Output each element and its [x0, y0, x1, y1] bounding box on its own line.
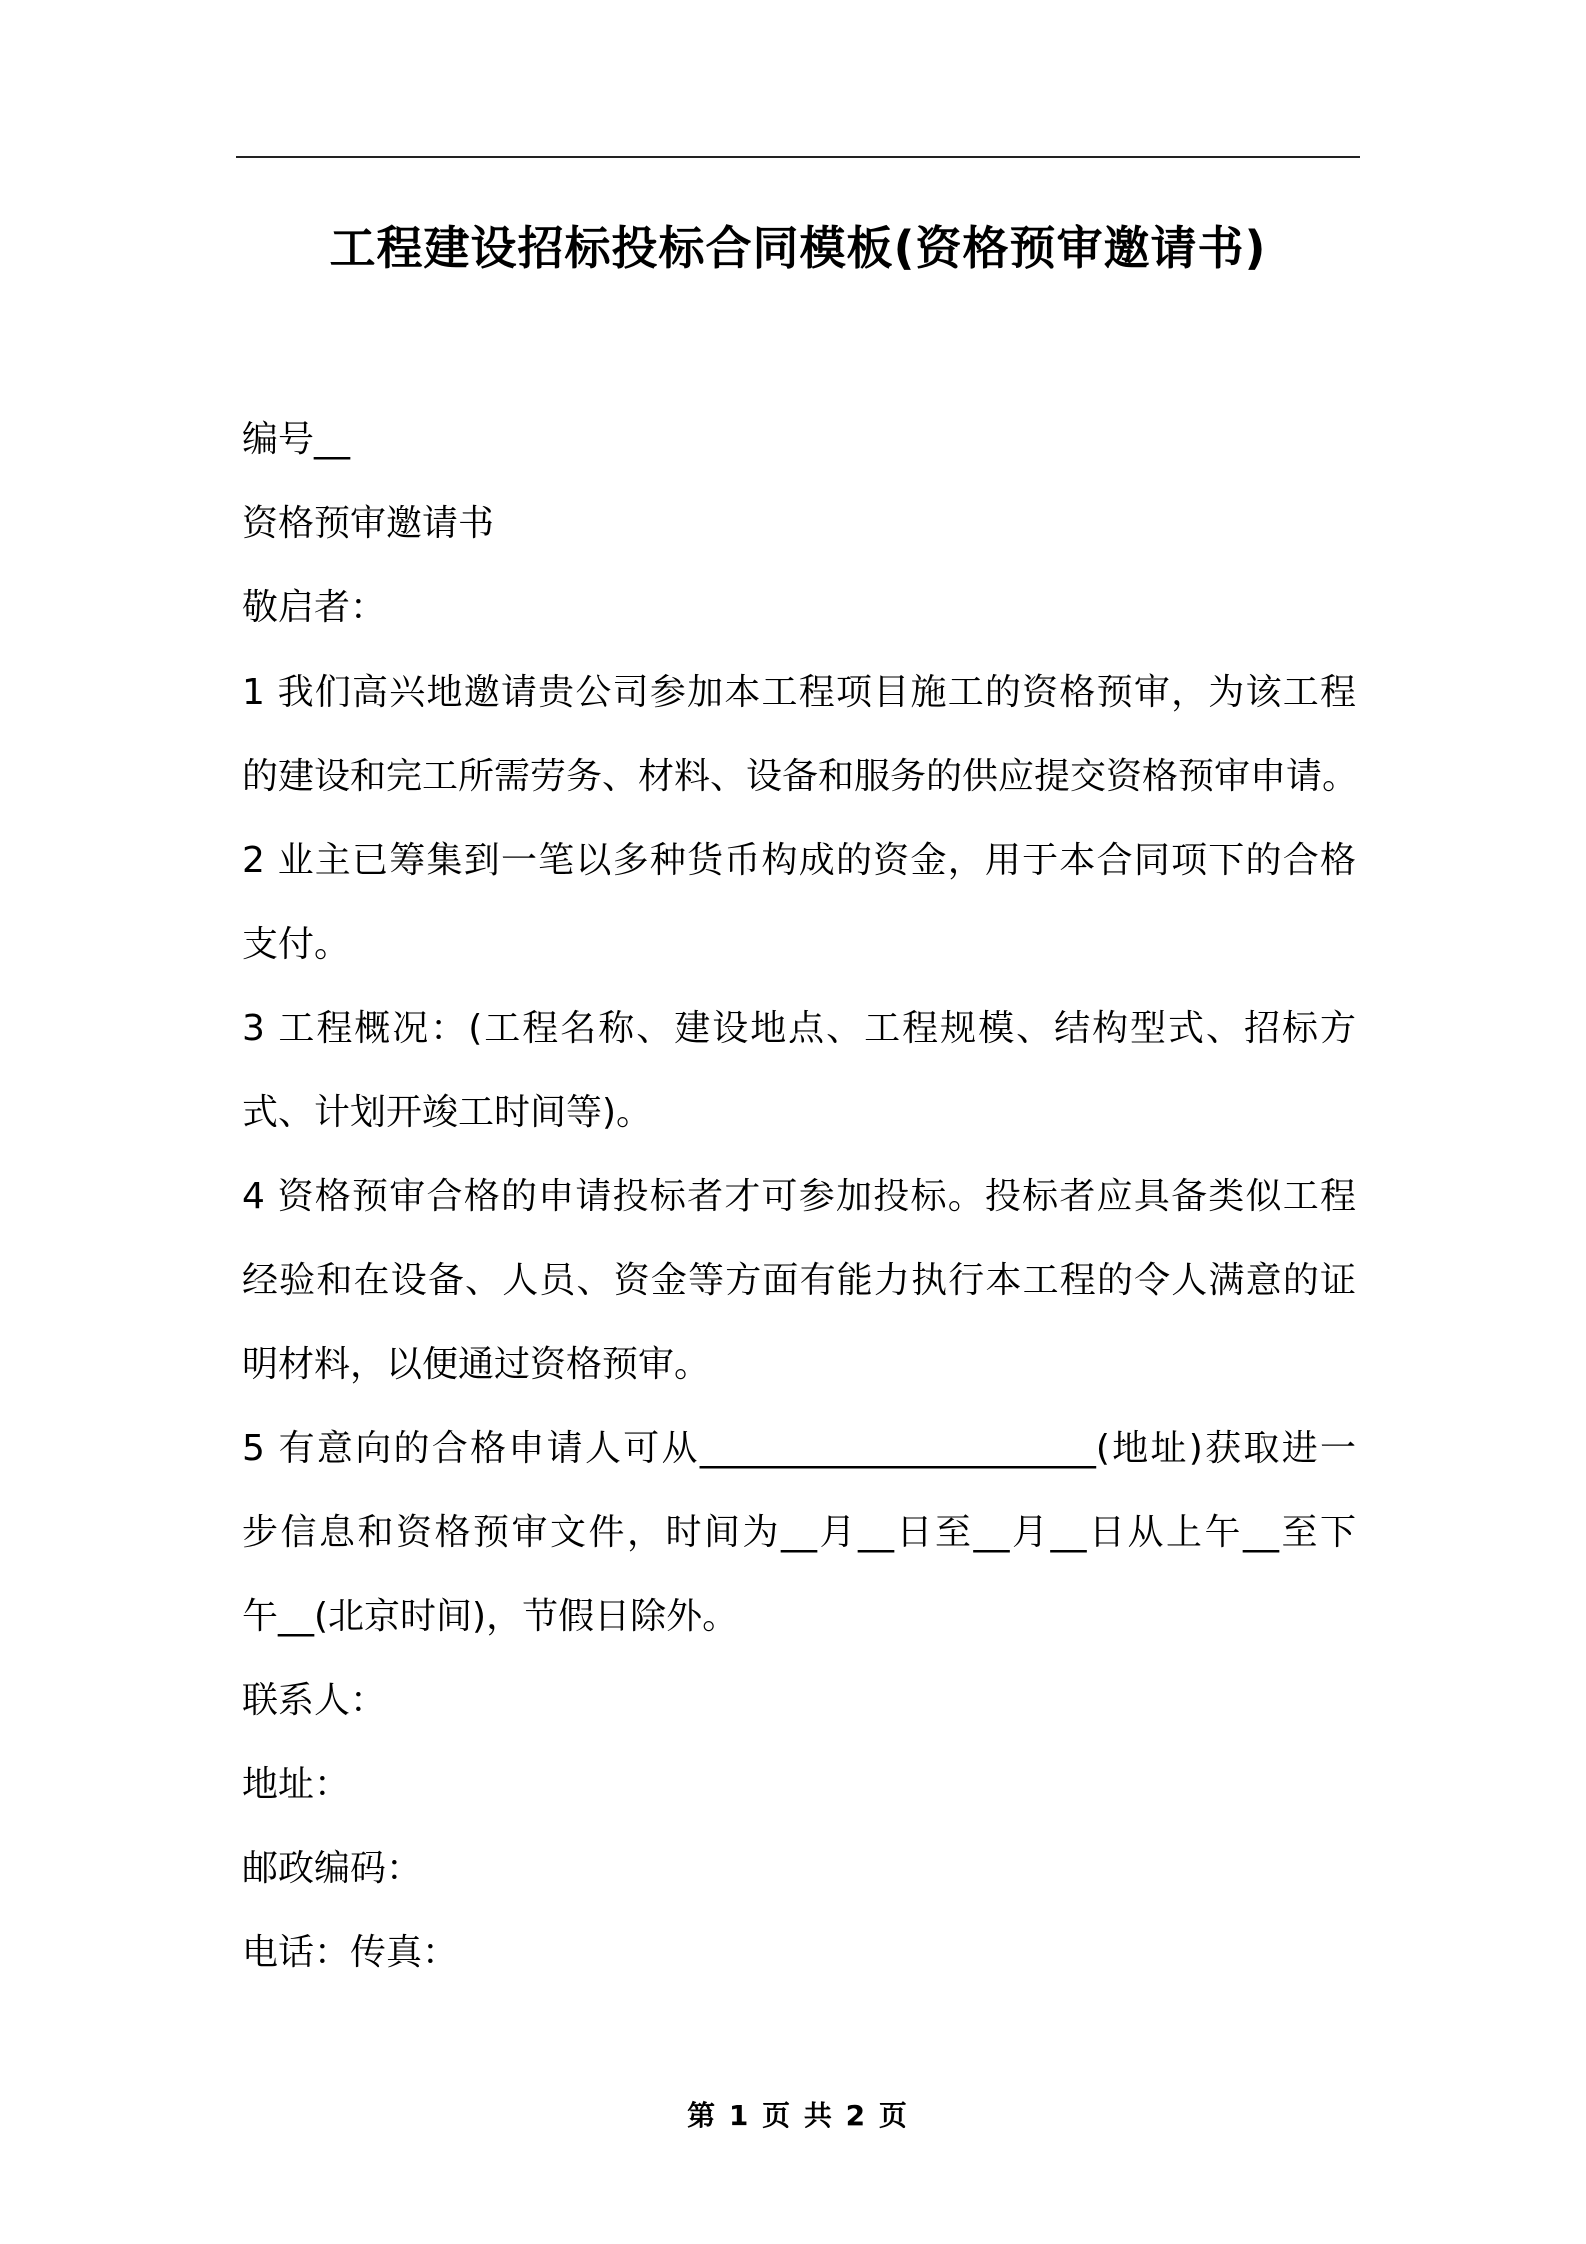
clause-5-line-3: 午__(北京时间)，节假日除外。: [242, 1596, 739, 1637]
clause-4-line-2: 经验和在设备、人员、资金等方面有能力执行本工程的令人满意的证: [242, 1260, 1356, 1301]
address-field: 地址：: [242, 1764, 351, 1805]
clause-1-line-1: 1 我们高兴地邀请贵公司参加本工程项目施工的资格预审，为该工程: [242, 672, 1356, 713]
header-rule: [236, 156, 1360, 158]
clause-2-line-1: 2 业主已筹集到一笔以多种货币构成的资金，用于本合同项下的合格: [242, 840, 1356, 881]
page-number-footer: 第 1 页 共 2 页: [687, 2099, 909, 2132]
contact-person-field: 联系人：: [242, 1680, 387, 1721]
clause-4-line-3: 明材料，以便通过资格预审。: [242, 1344, 711, 1385]
clause-5-line-2: 步信息和资格预审文件，时间为__月__日至__月__日从上午__至下: [242, 1512, 1356, 1553]
invitation-heading: 资格预审邀请书: [242, 503, 495, 544]
clause-1-line-2: 的建设和完工所需劳务、材料、设备和服务的供应提交资格预审申请。: [242, 756, 1359, 797]
clause-5-line-1: 5 有意向的合格申请人可从______________________(地址)获取进一: [242, 1428, 1356, 1469]
clause-3-line-2: 式、计划开竣工时间等)。: [242, 1092, 653, 1133]
clause-3-line-1: 3 工程概况：(工程名称、建设地点、工程规模、结构型式、招标方: [242, 1008, 1356, 1049]
phone-fax-field: 电话：传真：: [242, 1932, 459, 1973]
serial-number-line: 编号__: [242, 419, 351, 460]
clause-2-line-2: 支付。: [242, 924, 351, 965]
document-title: 工程建设招标投标合同模板(资格预审邀请书): [329, 221, 1267, 275]
postal-code-field: 邮政编码：: [242, 1848, 423, 1889]
clause-4-line-1: 4 资格预审合格的申请投标者才可参加投标。投标者应具备类似工程: [242, 1176, 1356, 1217]
salutation: 敬启者：: [242, 587, 387, 628]
